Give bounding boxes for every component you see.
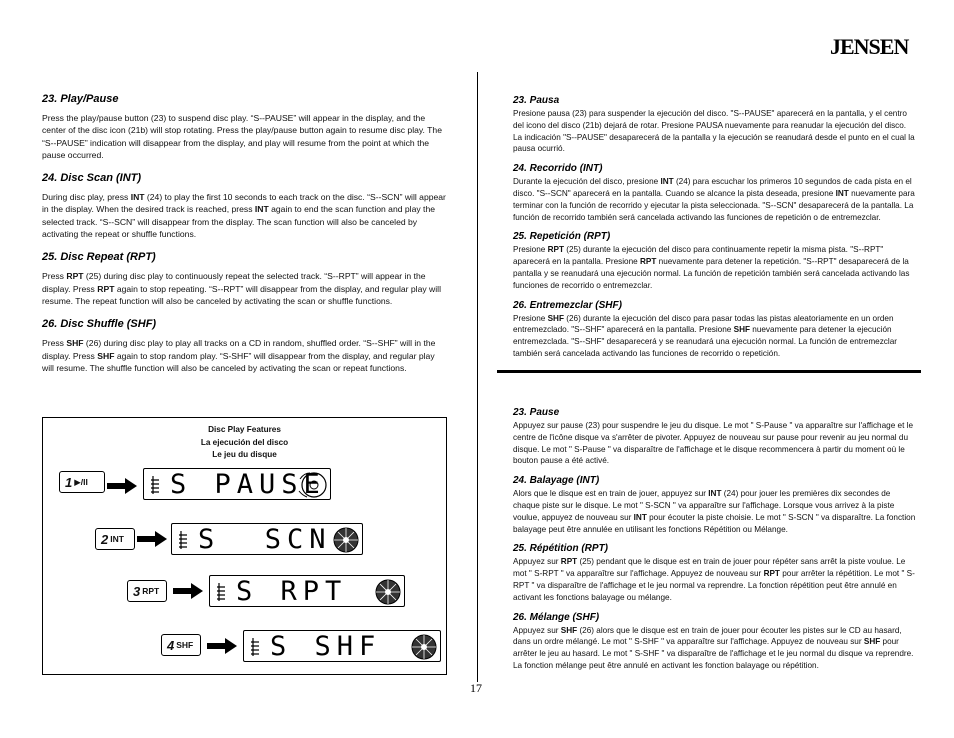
page-number: 17 <box>470 681 482 695</box>
english-column <box>42 93 447 385</box>
caption-french: Le jeu du disque <box>212 450 277 459</box>
section-title: 23. Pausa <box>513 95 560 106</box>
keyword: INT <box>254 204 269 215</box>
lcd-display-scan <box>171 523 363 555</box>
section-melange <box>513 612 917 672</box>
disc-icon <box>328 526 360 554</box>
track-indicator-icon <box>150 474 166 496</box>
section-pause-fr <box>513 407 917 467</box>
section-repeticion <box>513 231 917 291</box>
keyword: RPT <box>763 569 780 579</box>
int-button[interactable] <box>95 528 135 550</box>
button-number: 3 <box>133 583 141 599</box>
lcd-text: S SCN <box>198 524 332 555</box>
keyword: INT <box>708 489 722 499</box>
disc-icon <box>406 633 438 661</box>
section-balayage <box>513 475 917 535</box>
section-body: Press the play/pause button (23) to suspend disc play. “S--PAUSE” will appear in the display, and the center of the disc icon (21b) will stop rotating. Press the play/pause button again to resume disc play. The “S--PAUSE” indication will disappear from the display, and play will resume from the point at which the pause occurred. <box>42 113 442 160</box>
section-disc-repeat <box>42 251 447 307</box>
arrow-right-icon <box>137 531 167 547</box>
track-indicator-icon <box>216 581 232 603</box>
keyword: INT <box>633 512 647 522</box>
section-body: Durante la ejecución del disco, presione INT (24) para escuchar los primeros 10 segundos de cada pista en el disco. "S--SCN" aparecerá en la pantalla. Cuando se alcance la pista deseada, presione INT nuevamente para terminar con la función de recorrido y ejecutar la pista seleccionada. "S--SCN" desaparecerá de la pantalla. La función de recorrido también será cancelada activando las funciones de repetición o de entremezclar. <box>513 177 915 222</box>
shf-button[interactable] <box>161 634 201 656</box>
keyword: INT <box>835 188 849 198</box>
caption-english: Disc Play Features <box>208 425 281 434</box>
section-title: 26. Entremezclar (SHF) <box>513 299 622 311</box>
section-title: 26. Disc Shuffle (SHF) <box>42 318 157 331</box>
disc-icon <box>296 471 328 499</box>
arrow-right-icon <box>107 478 137 494</box>
keyword: RPT <box>547 245 564 255</box>
section-body: Presione SHF (26) durante la ejecución del disco para pasar todas las pistas aleatoriamente en un orden entremezclado. "S--SHF" aparecerá en la pantalla. Presione SHF nuevamente para detener la ejecución entremezclada. "S--SHF" desaparecerá y se reanudará una ejecución normal. La función de entremezclar también será cancelada activando las funciones de recorrido o repetición. <box>513 313 898 358</box>
button-label: SHF <box>176 640 194 650</box>
section-title: 24. Balayage (INT) <box>513 475 600 487</box>
section-body: Appuyez sur RPT (25) pendant que le disque est en train de jouer pour répéter sans arrêt la piste voulue. Le mot " S-RPT " va apparaître sur l'affichage. Appuyez de nouveau sur RPT pour arrêter la répétition. Le mot " S-RPT " va disparaître de l'affichage et le jeu normal va reprendre. La fonction répétition peut être annulé en activant les fonctions balayage ou mélange. <box>513 557 915 602</box>
keyword: RPT <box>97 283 115 294</box>
spanish-column <box>513 95 917 368</box>
french-column <box>513 407 917 680</box>
keyword: RPT <box>640 257 657 267</box>
lcd-display-shuffle <box>243 630 441 662</box>
section-title: 24. Recorrido (INT) <box>513 163 603 175</box>
play-pause-button[interactable] <box>59 471 105 493</box>
keyword: SHF <box>560 625 578 635</box>
lcd-display-repeat <box>209 575 405 607</box>
section-title: 25. Repetición (RPT) <box>513 231 611 243</box>
section-body: During disc play, press INT (24) to play the first 10 seconds to each track on the disc. “S--SCN” will appear in the display. When the desired track is reached, press INT again to end the scan function and play the selected track. “S--SCN” will disappear from the display. The scan function will also be canceled by activating the repeat or shuffle functions. <box>42 192 446 240</box>
section-disc-scan <box>42 172 447 240</box>
keyword: RPT <box>560 557 578 567</box>
caption-spanish: La ejecución del disco <box>200 437 289 447</box>
section-play-pause <box>42 93 447 161</box>
section-body: Appuyez sur pause (23) pour suspendre le jeu du disque. Le mot " S-Pause " va apparaître sur l'affichage et le centre de l'icône disque va s'arrêter de pivoter. Appuyez de nouveau sur pause pour revenir au jeu normal du disque. Le mot " S-Pause " va disparaître de l'affichage et le disque recommencera à partir du moment où le bouton pause a été activé. <box>513 421 914 466</box>
arrow-right-icon <box>173 583 203 599</box>
section-body: Presione RPT (25) durante la ejecución del disco para continuamente repetir la misma pista. "S--RPT" aparecerá en la pantalla. Presione RPT nuevamente para detener la repetición. "S--RPT" desaparecerá de la pantalla y se reanudará una ejecución normal. La función de repetición también será cancelada activando las funciones de recorrido o entremezclar. <box>513 245 910 290</box>
keyword: INT <box>660 177 674 187</box>
lcd-text: S RPT <box>236 576 348 607</box>
section-body: Press SHF (26) during disc play to play all tracks on a CD in random, shuffled order. “S--SHF” will in the display. Press SHF again to stop random play. “S-SHF” will disappear from the display, and regular play will resume. The shuffle function will also be canceled by activating the scan or repeat functions. <box>42 338 436 373</box>
section-disc-shuffle <box>42 318 447 374</box>
section-body: Press RPT (25) during disc play to continuously repeat the selected track. “S--RPT” will appear in the display. Press RPT again to stop repeating. “S--RPT” will disappear from the display, and regular play will resume. The repeat function will also be canceled by activating the scan or shuffle functions. <box>42 271 441 306</box>
button-number: 1 <box>65 474 73 490</box>
track-indicator-icon <box>178 529 194 551</box>
keyword: RPT <box>66 271 84 282</box>
column-divider <box>477 72 478 682</box>
keyword: SHF <box>66 338 84 349</box>
lcd-text: S PAUSE <box>170 469 326 500</box>
keyword: SHF <box>863 637 881 647</box>
section-recorrido <box>513 163 917 223</box>
button-number: 2 <box>101 531 109 547</box>
rpt-button[interactable] <box>127 580 167 602</box>
figure-caption <box>43 424 446 462</box>
language-divider <box>497 370 921 373</box>
keyword: SHF <box>97 350 115 361</box>
section-body: Alors que le disque est en train de jouer, appuyez sur INT (24) pour jouer les premières dix secondes de chaque piste sur le disque. Le mot " S-SCN " va apparaître sur l'affichage. Lorsque vous arrivez à la piste voulue, appuyez de nouveau sur INT pour écouter la piste choisie. Le mot " S-SCN " va disparaître. La fonction balayage peut être annulée en utilisant les fonctions Répétition ou Mélange. <box>513 489 916 534</box>
section-title: 25. Répétition (RPT) <box>513 543 609 555</box>
section-title: 25. Disc Repeat (RPT) <box>42 251 156 264</box>
keyword: SHF <box>547 313 564 323</box>
disc-play-features-figure <box>42 417 447 675</box>
section-pausa <box>513 95 917 155</box>
section-repetition-fr <box>513 543 917 603</box>
section-body: Appuyez sur SHF (26) alors que le disque est en train de jouer pour écouter les pistes sur le CD au hasard, dans un ordre mélangé. Le mot " S-SHF " va apparaître sur l'affichage. Appuyez de nouveau sur SHF pour arrêter le jeu au hasard. Le mot " S-SHF " va disparaître de l'affichage et le jeu normal du disque va reprendre. La fonction mélange peut être annulé en activant les fonction balayage ou répétition. <box>513 625 914 670</box>
keyword: SHF <box>733 325 750 335</box>
section-title: 24. Disc Scan (INT) <box>42 172 142 185</box>
button-label: RPT <box>142 586 160 596</box>
button-number: 4 <box>167 637 175 653</box>
brand-logo: JENSEN <box>830 34 909 59</box>
section-title: 26. Mélange (SHF) <box>513 611 600 623</box>
section-entremezclar <box>513 300 917 360</box>
section-title: 23. Play/Pause <box>42 93 119 105</box>
arrow-right-icon <box>207 638 237 654</box>
lcd-display-pause <box>143 468 331 500</box>
play-pause-icon: ▶/II <box>74 476 88 487</box>
keyword: INT <box>130 192 145 203</box>
button-label: INT <box>110 534 124 544</box>
lcd-text: S SHF <box>270 631 382 662</box>
disc-icon <box>370 578 402 606</box>
section-title: 23. Pause <box>513 407 560 418</box>
track-indicator-icon <box>250 636 266 658</box>
section-body: Presione pausa (23) para suspender la ejecución del disco. "S--PAUSE" aparecerá en la pantalla, y el centro del icono del disco (21b) dejará de rotar. Presione PAUSA nuevamente para reanudar la ejecución del disco. La indicación "S--PAUSE" desaparecerá de la pantalla y la ejecución se reanudará desde el punto en el cual la pausa ocurrió. <box>513 109 915 154</box>
